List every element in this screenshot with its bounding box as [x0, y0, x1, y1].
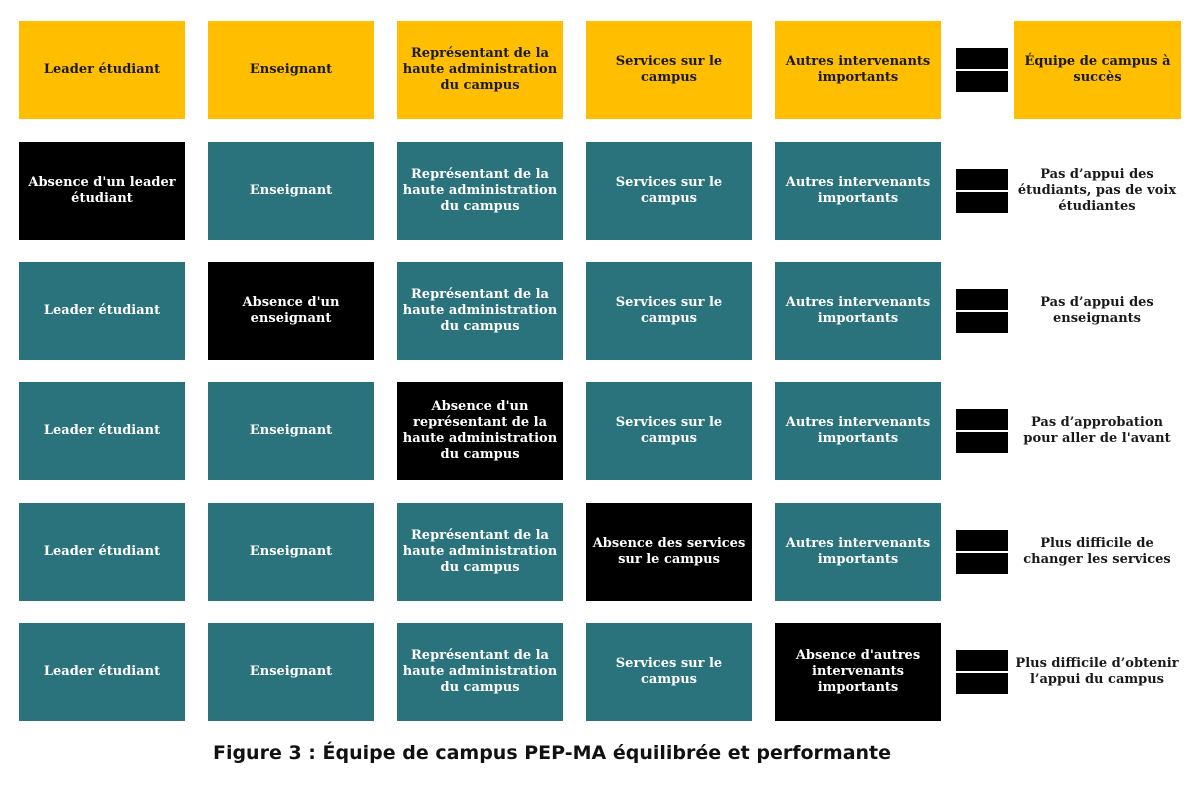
- box-services: [586, 262, 752, 360]
- equals-sign-icon: [956, 406, 1008, 456]
- box-administration: [397, 21, 563, 119]
- box-label: Autres intervenants importants: [785, 54, 931, 85]
- box-label: Absence d'autres intervenants importants: [795, 648, 921, 695]
- figure-caption-text: Figure 3 : Équipe de campus PEP-MA équilibrée et performante: [212, 742, 892, 764]
- row-no-teacher: [0, 262, 1200, 360]
- outcome-text: Pas d’approbation pour aller de l'avant: [1023, 415, 1171, 446]
- equals-sign-icon: [956, 647, 1008, 697]
- box-label: Autres intervenants importants: [785, 536, 931, 567]
- box-services: [586, 503, 752, 601]
- box-intervenants: [775, 262, 941, 360]
- box-enseignant: [208, 623, 374, 721]
- box-services: [586, 382, 752, 480]
- equals-sign-icon: [956, 166, 1008, 216]
- box-administration: [397, 262, 563, 360]
- figure-caption: [0, 742, 1200, 764]
- box-label: Enseignant: [249, 423, 333, 438]
- row-no-administration: [0, 382, 1200, 480]
- row-no-other-stakeholders: [0, 623, 1200, 721]
- box-administration: [397, 142, 563, 240]
- box-label: Leader étudiant: [43, 303, 161, 318]
- box-intervenants: [775, 142, 941, 240]
- box-label: Absence d'un leader étudiant: [28, 175, 176, 206]
- outcome-text: Pas d’appui des enseignants: [1040, 295, 1154, 326]
- box-label: Services sur le campus: [615, 415, 723, 446]
- outcome-text: Plus difficile d’obtenir l’appui du campus: [1015, 656, 1179, 687]
- box-administration: [397, 503, 563, 601]
- box-enseignant: [208, 382, 374, 480]
- box-administration: [397, 623, 563, 721]
- outcome-label: Équipe de campus à succès: [1024, 54, 1171, 85]
- box-enseignant: [208, 142, 374, 240]
- box-leader-etudiant: [19, 382, 185, 480]
- outcome-text: Pas d’appui des étudiants, pas de voix étudiantes: [1017, 167, 1177, 214]
- box-label: Autres intervenants importants: [785, 175, 931, 206]
- box-label: Absence des services sur le campus: [592, 536, 746, 567]
- box-enseignant: [208, 503, 374, 601]
- box-leader-etudiant: [19, 21, 185, 119]
- box-label: Absence d'un représentant de la haute administration du campus: [402, 399, 558, 462]
- box-intervenants: [775, 382, 941, 480]
- box-label: Enseignant: [249, 664, 333, 679]
- box-label: Enseignant: [249, 62, 333, 77]
- box-label: Autres intervenants importants: [785, 295, 931, 326]
- box-label: Leader étudiant: [43, 544, 161, 559]
- equals-sign-icon: [956, 527, 1008, 577]
- box-intervenants: [775, 21, 941, 119]
- box-label: Services sur le campus: [615, 656, 723, 687]
- box-services: [586, 623, 752, 721]
- box-label: Services sur le campus: [615, 295, 723, 326]
- box-intervenants: [775, 503, 941, 601]
- box-services: [586, 142, 752, 240]
- box-label: Leader étudiant: [43, 664, 161, 679]
- box-label: Services sur le campus: [615, 54, 723, 85]
- box-label: Représentant de la haute administration du campus: [402, 46, 558, 93]
- row-no-services: [0, 503, 1200, 601]
- row-no-student-leader: [0, 142, 1200, 240]
- box-successful-team-outcome: [1014, 21, 1181, 119]
- box-label: Représentant de la haute administration du campus: [402, 167, 558, 214]
- box-label: Services sur le campus: [615, 175, 723, 206]
- box-label: Représentant de la haute administration du campus: [402, 287, 558, 334]
- box-administration: [397, 382, 563, 480]
- box-leader-etudiant: [19, 262, 185, 360]
- outcome-text: Plus difficile de changer les services: [1023, 536, 1171, 567]
- box-label: Leader étudiant: [43, 62, 161, 77]
- box-intervenants: [775, 623, 941, 721]
- equals-sign-icon: [956, 45, 1008, 95]
- box-services: [586, 21, 752, 119]
- box-enseignant: [208, 262, 374, 360]
- box-leader-etudiant: [19, 503, 185, 601]
- box-label: Enseignant: [249, 544, 333, 559]
- box-label: Absence d'un enseignant: [242, 295, 340, 326]
- box-leader-etudiant: [19, 142, 185, 240]
- box-label: Enseignant: [249, 183, 333, 198]
- box-leader-etudiant: [19, 623, 185, 721]
- box-label: Représentant de la haute administration du campus: [402, 528, 558, 575]
- equals-sign-icon: [956, 286, 1008, 336]
- box-label: Autres intervenants importants: [785, 415, 931, 446]
- box-label: Représentant de la haute administration du campus: [402, 648, 558, 695]
- box-enseignant: [208, 21, 374, 119]
- row-successful-team: [0, 21, 1200, 119]
- box-label: Leader étudiant: [43, 423, 161, 438]
